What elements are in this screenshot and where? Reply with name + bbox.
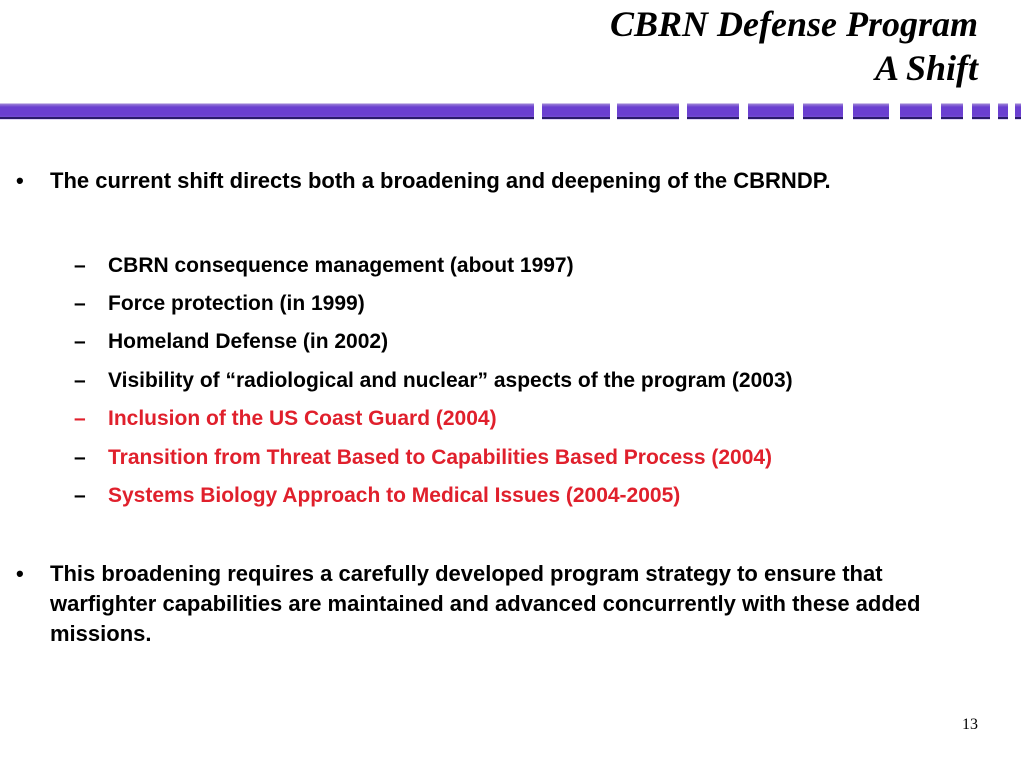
sub-item-text: Visibility of “radiological and nuclear” aspects of the program (2003)	[108, 369, 793, 392]
sub-item-text: Force protection (in 1999)	[108, 292, 365, 315]
sub-item-text-highlighted: Transition from Threat Based to Capabilities Based Process (2004)	[108, 446, 773, 469]
sub-item-text-highlighted: Systems Biology Approach to Medical Issues (2004-2005)	[108, 484, 681, 507]
bullet-text: The current shift directs both a broadening and deepening of the CBRNDP.	[50, 168, 831, 193]
slide-title-line-1: CBRN Defense Program	[610, 4, 978, 44]
sub-item-marker: –	[74, 446, 86, 469]
sub-item-marker: –	[74, 407, 86, 430]
sub-item-marker: –	[74, 330, 86, 353]
sub-item-text: Homeland Defense (in 2002)	[108, 330, 389, 353]
bullet-marker: •	[16, 168, 24, 193]
sub-item-text: CBRN consequence management (about 1997)	[108, 254, 574, 277]
sub-item-text-highlighted: Inclusion of the US Coast Guard (2004)	[108, 407, 497, 430]
sub-item-marker: –	[74, 254, 86, 277]
bullet-marker: •	[16, 561, 24, 586]
bullet-text: This broadening requires a carefully developed program strategy to ensure that warfighter capabilities are maintained and advanced concurrently with these added missions.	[50, 561, 921, 646]
sub-item-marker: –	[74, 292, 86, 315]
sub-item-marker: –	[74, 484, 86, 507]
slide-title-line-2: A Shift	[874, 48, 978, 88]
page-number: 13	[962, 716, 978, 733]
sub-item-marker: –	[74, 369, 86, 392]
